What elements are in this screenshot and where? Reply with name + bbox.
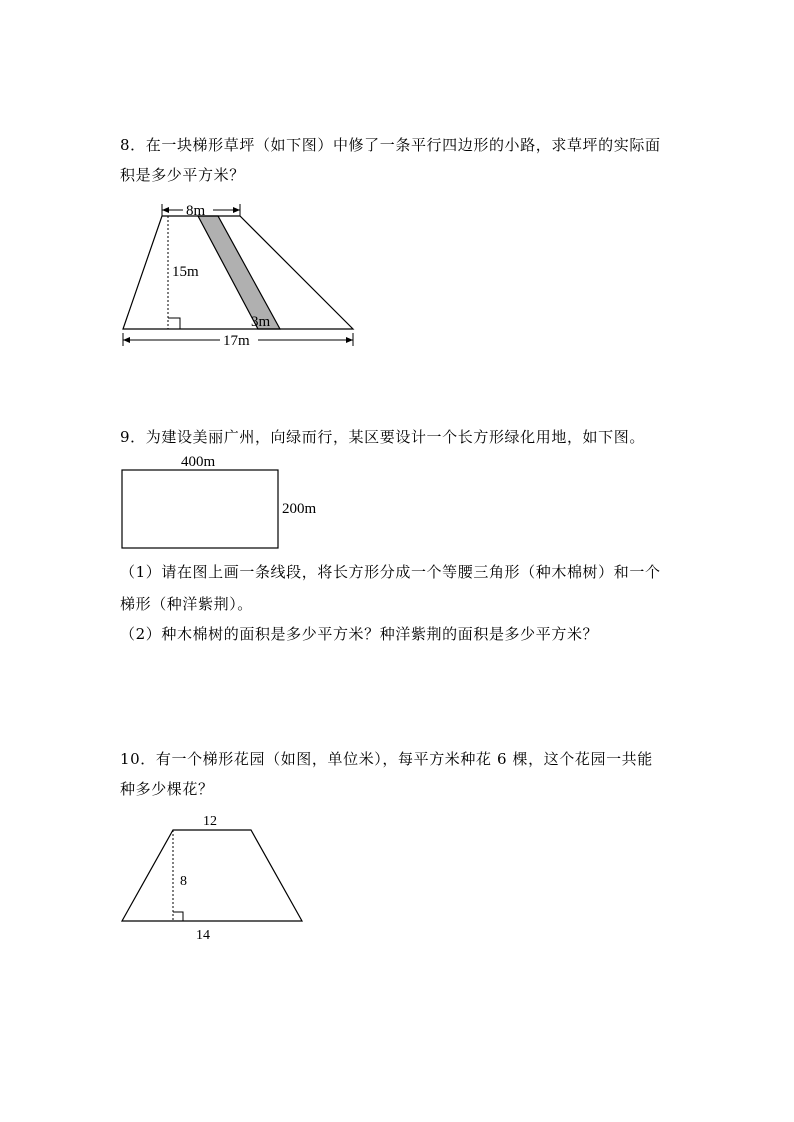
q8-text-line2: 积是多少平方米？ (120, 166, 245, 184)
q8-height-label: 15m (172, 264, 199, 280)
q8-path-parallelogram (198, 216, 280, 329)
q9-text-line1: 9．为建设美丽广州，向绿而行，某区要设计一个长方形绿化用地，如下图。 (120, 428, 645, 446)
q9-sub2: （2）种木棉树的面积是多少平方米？种洋紫荆的面积是多少平方米？ (120, 625, 599, 643)
q8-top-label: 8m (186, 203, 206, 219)
q10-height-label: 8 (180, 874, 187, 889)
q10-bottom-label: 14 (196, 928, 210, 943)
q9-sub1-line2: 梯形（种洋紫荆）。 (120, 595, 253, 613)
q10-text-line1: 10．有一个梯形花园（如图，单位米），每平方米种花 6 棵，这个花园一共能 (120, 750, 653, 768)
q8-right-angle-mark (168, 318, 180, 329)
q8-text-line1: 8．在一块梯形草坪（如下图）中修了一条平行四边形的小路，求草坪的实际面 (120, 136, 661, 154)
q10-top-label: 12 (203, 814, 217, 829)
q9-sub1-line1: （1）请在图上画一条线段，将长方形分成一个等腰三角形（种木棉树）和一个 (120, 563, 661, 581)
q10-text-line2: 种多少棵花？ (120, 780, 214, 798)
q8-path-label: 3m (251, 314, 271, 330)
q8-bottom-label: 17m (223, 333, 250, 349)
q9-height-label: 200m (282, 501, 317, 517)
q9-width-label: 400m (181, 454, 216, 470)
